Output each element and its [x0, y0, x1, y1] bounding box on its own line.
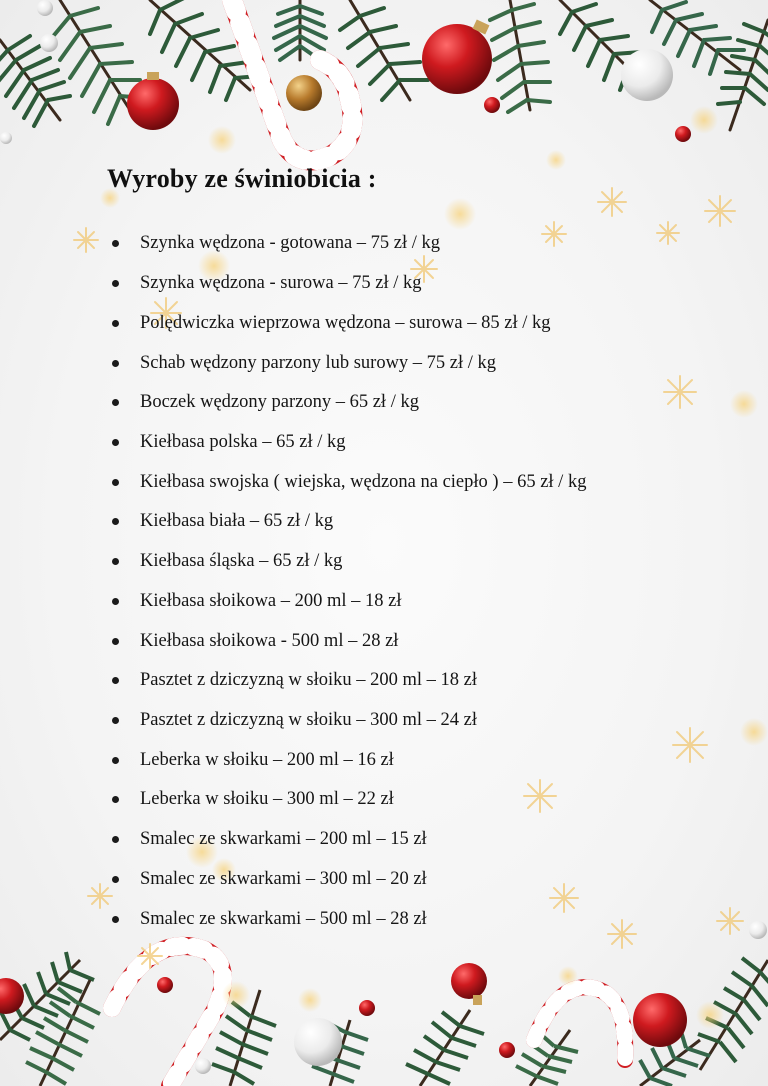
list-item — [110, 502, 586, 542]
bullet-icon — [112, 320, 119, 327]
list-item — [110, 303, 586, 343]
list-item — [110, 899, 586, 939]
list-item-text: Kiełbasa biała – 65 zł / kg — [140, 511, 334, 532]
bullet-icon — [112, 836, 119, 843]
list-item — [110, 542, 586, 582]
list-item-text: Leberka w słoiku – 200 ml – 16 zł — [140, 749, 394, 770]
bullet-icon — [112, 399, 119, 406]
list-item-text: Kiełbasa słoikowa – 200 ml – 18 zł — [140, 590, 402, 611]
list-item — [110, 860, 586, 900]
bullet-icon — [112, 598, 119, 605]
bullet-icon — [112, 796, 119, 803]
list-item-text: Kiełbasa polska – 65 zł / kg — [140, 431, 346, 452]
list-item-text: Kiełbasa swojska ( wiejska, wędzona na ciepło ) – 65 zł / kg — [140, 471, 587, 492]
list-item-text: Pasztet z dziczyzną w słoiku – 300 ml – 24 zł — [140, 709, 478, 730]
bullet-icon — [112, 439, 119, 446]
list-item-text: Szynka wędzona - gotowana – 75 zł / kg — [140, 233, 441, 254]
list-item-text: Schab wędzony parzony lub surowy – 75 zł / kg — [140, 352, 497, 373]
list-item-text: Smalec ze skwarkami – 500 ml – 28 zł — [140, 908, 427, 929]
bullet-icon — [112, 876, 119, 883]
bullet-icon — [112, 558, 119, 565]
bullet-icon — [112, 757, 119, 764]
list-item-text: Polędwiczka wieprzowa wędzona – surowa – 85 zł / kg — [140, 312, 551, 333]
list-item — [110, 423, 586, 463]
list-item — [110, 740, 586, 780]
list-item — [110, 701, 586, 741]
page-title: Wyroby ze świniobicia : — [107, 164, 377, 193]
list-item-text: Boczek wędzony parzony – 65 zł / kg — [140, 392, 419, 413]
list-item-text: Kiełbasa słoikowa - 500 ml – 28 zł — [140, 630, 399, 651]
product-price-list — [110, 224, 586, 939]
list-item — [110, 581, 586, 621]
bullet-icon — [112, 280, 119, 287]
bullet-icon — [112, 240, 119, 247]
bullet-icon — [112, 717, 119, 724]
list-item — [110, 224, 586, 264]
bullet-icon — [112, 916, 119, 923]
list-item-text: Leberka w słoiku – 300 ml – 22 zł — [140, 789, 394, 810]
list-item — [110, 462, 586, 502]
bullet-icon — [112, 360, 119, 367]
list-item — [110, 780, 586, 820]
bottom-candy-canes — [112, 946, 625, 1086]
bullet-icon — [112, 518, 119, 525]
list-item-text: Pasztet z dziczyzną w słoiku – 200 ml – 18 zł — [140, 670, 478, 691]
bullet-icon — [112, 638, 119, 645]
bullet-icon — [112, 479, 119, 486]
list-item — [110, 383, 586, 423]
list-item — [110, 343, 586, 383]
list-item — [110, 621, 586, 661]
list-item-text: Smalec ze skwarkami – 200 ml – 15 zł — [140, 829, 427, 850]
list-item — [110, 820, 586, 860]
list-item-text: Szynka wędzona - surowa – 75 zł / kg — [140, 273, 422, 294]
list-item-text: Kiełbasa śląska – 65 zł / kg — [140, 551, 343, 572]
list-item-text: Smalec ze skwarkami – 300 ml – 20 zł — [140, 868, 427, 889]
bullet-icon — [112, 677, 119, 684]
list-item — [110, 661, 586, 701]
list-item — [110, 264, 586, 304]
